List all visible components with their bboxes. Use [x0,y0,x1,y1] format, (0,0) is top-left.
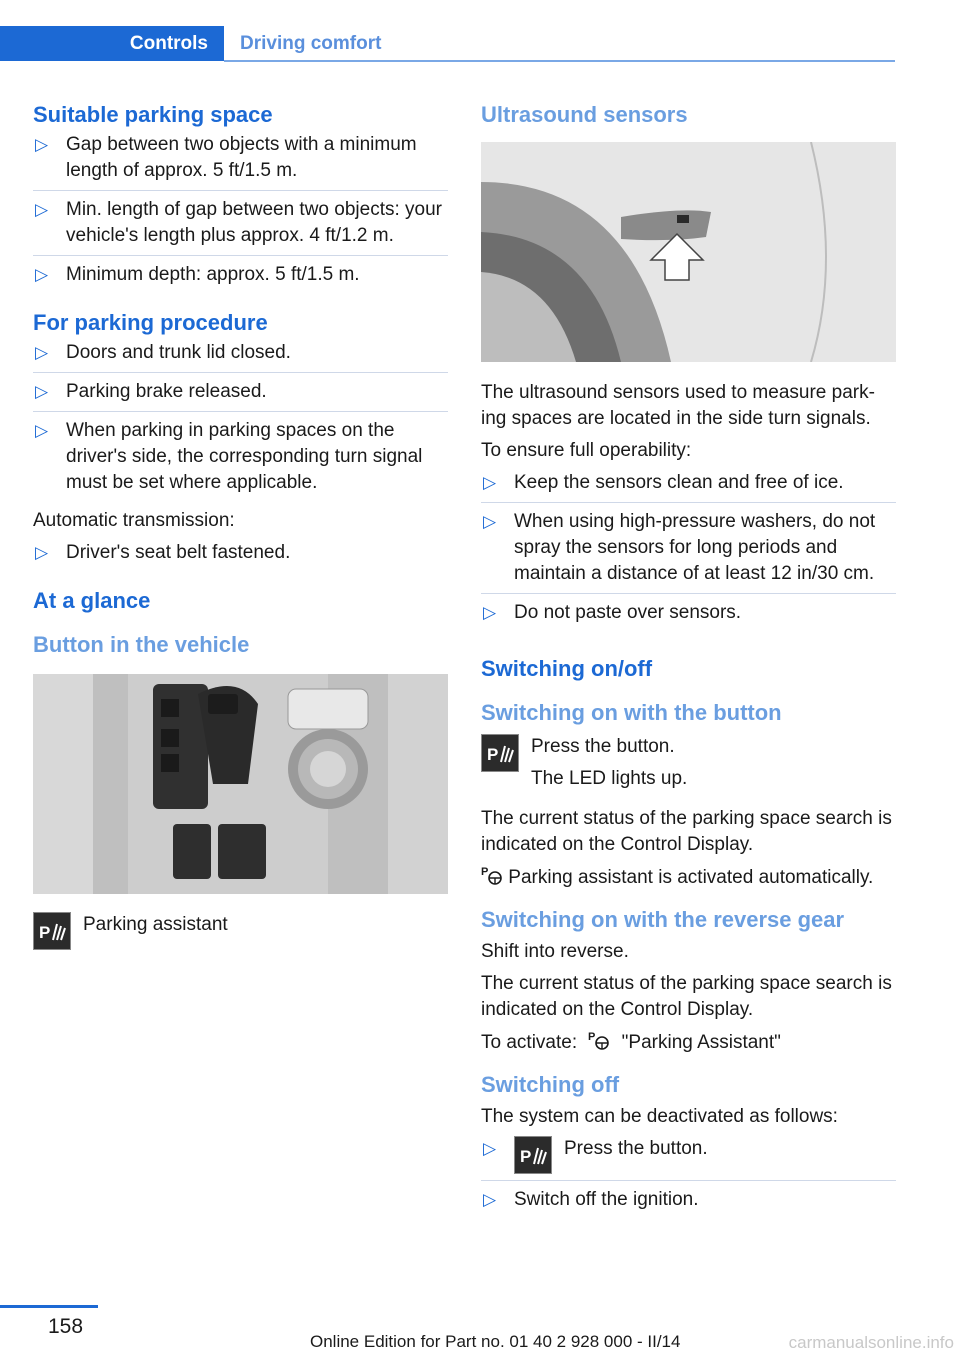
heading-ultrasound-sensors: Ultrasound sensors [481,102,688,127]
tab-controls[interactable]: Controls [0,26,224,61]
auto-activated-paragraph: P Parking assistant is activated automatically. [481,866,874,888]
press-button-text: Press the button. [531,736,675,757]
bullet-triangle-icon: ▷ [483,603,497,622]
status-paragraph: The current status of the parking space search is indicated on the Control Display. [481,808,892,855]
bullet-triangle-icon: ▷ [35,421,49,440]
right-column [481,100,896,1225]
procedure-list [33,340,448,502]
parking-assistant-button-icon [514,1136,552,1174]
list-item: ▷ Parking brake released. [33,379,448,412]
to-activate-paragraph: To activate: P "Parking Assistant" [481,1031,781,1053]
suitable-list [33,132,448,294]
switch-off-list [481,1136,896,1219]
footer-divider [0,1305,98,1308]
sensor-care-list [481,470,896,632]
parking-assistant-button-icon [33,912,71,950]
bullet-triangle-icon: ▷ [483,1190,497,1209]
sensor-illustration [481,142,896,362]
auto-list [33,540,448,572]
press-button-row [481,734,896,792]
header-tabs [0,26,895,62]
bullet-triangle-icon: ▷ [35,343,49,362]
heading-switching-off: Switching off [481,1072,620,1097]
parking-assistant-caption: Parking assistant [83,914,228,935]
heading-switching-on-reverse: Switching on with the reverse gear [481,907,845,932]
edition-text: Online Edition for Part no. 01 40 2 928 000 - II/14 [310,1332,681,1351]
watermark-text: carmanualsonline.info [788,1333,954,1352]
deactivate-paragraph: The system can be deactivated as follows: [481,1106,838,1127]
sensors-description: The ultrasound sensors used to measure park-ing spaces are located in the side turn signals. [481,382,875,429]
header-divider [224,60,895,62]
svg-text:P: P [481,866,489,878]
list-item: ▷ P Press the button. [481,1136,896,1181]
automatic-transmission-label: Automatic transmission: [33,510,235,531]
bullet-triangle-icon: ▷ [35,200,49,219]
bullet-triangle-icon: ▷ [35,543,49,562]
bullet-triangle-icon: ▷ [35,382,49,401]
list-item: ▷ Gap between two objects with a minimum length of approx. 5 ft/1.5 m. [33,132,448,191]
heading-at-a-glance: At a glance [33,588,151,613]
shift-reverse-text: Shift into reverse. [481,941,629,962]
parking-assistant-symbol-icon [481,864,503,886]
list-item: ▷ Do not paste over sensors. [481,600,896,632]
svg-text:P: P [588,1031,596,1043]
list-item: ▷ When parking in parking spaces on the driver's side, the corresponding turn signal must be set where applicable. [35,420,423,493]
list-item: ▷ Minimum depth: approx. 5 ft/1.5 m. [33,262,448,294]
heading-switching-on-off: Switching on/off [481,656,653,681]
console-illustration [33,674,448,894]
led-lights-text: The LED lights up. [531,768,688,789]
svg-text:P: P [520,1147,532,1166]
left-column [33,100,448,950]
svg-text:P: P [39,923,51,942]
bullet-triangle-icon: ▷ [483,1139,497,1158]
bullet-triangle-icon: ▷ [483,473,497,492]
page-number: 158 [48,1315,84,1338]
parking-assistant-symbol-icon [588,1029,610,1051]
bullet-triangle-icon: ▷ [35,265,49,284]
heading-switching-on-button: Switching on with the button [481,700,782,725]
svg-text:P: P [487,745,499,764]
tab-driving-comfort[interactable]: Driving comfort [240,32,382,54]
heading-suitable-parking-space: Suitable parking space [33,102,273,127]
console-photo [33,674,448,894]
sensor-photo [481,142,896,362]
list-item: ▷ Keep the sensors clean and free of ice. [481,470,896,503]
bullet-triangle-icon: ▷ [483,512,497,531]
heading-parking-procedure: For parking procedure [33,310,268,335]
list-item: ▷ Driver's seat belt fastened. [33,540,448,572]
list-item: ▷ Switch off the ignition. [481,1187,896,1219]
parking-assistant-button-icon [481,734,519,772]
list-item: ▷ Min. length of gap between two objects: your vehicle's length plus approx. 4 ft/1.2 m. [33,197,448,256]
sensors-operability-label: To ensure full operability: [481,440,692,461]
list-item: ▷ Doors and trunk lid closed. [33,340,448,373]
bullet-triangle-icon: ▷ [35,135,49,154]
status-paragraph-2: The current status of the parking space search is indicated on the Control Display. [481,973,892,1020]
heading-button-in-vehicle: Button in the vehicle [33,632,250,657]
parking-assistant-caption-row [33,912,448,950]
list-item: ▷ When using high-pressure washers, do not spray the sensors for long periods and maintain a distance of at least 12 in/30 cm. [481,509,896,594]
